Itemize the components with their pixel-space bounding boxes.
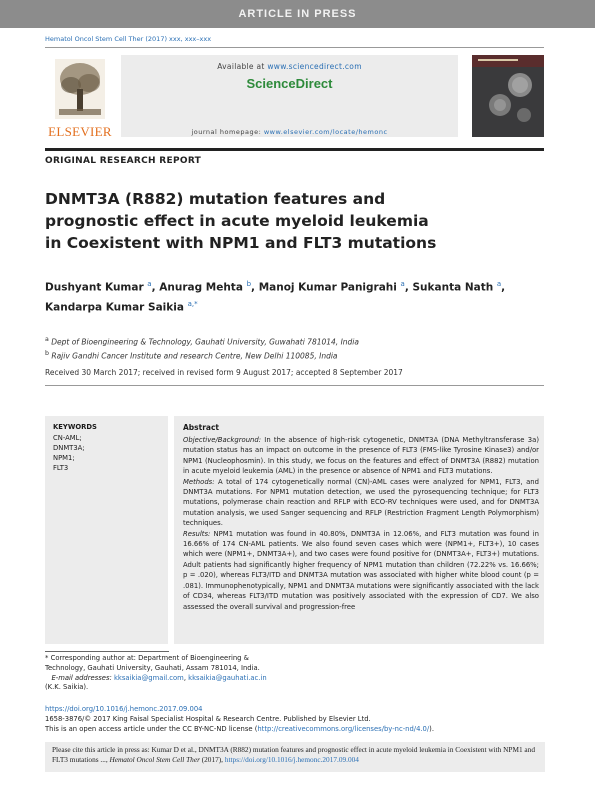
abstract-background-text: In the absence of high-risk cytogenetic, DNMT3A (DNA Methyltransferase 3a) mutation status has an impact on outcome in the presence of FLT3 (FMS-like Tyrosine Kinase3) and/or NPM1 (Nucleophosmin). In this study, we focus on the features and effect of DNMT3A (R882) mutation in acute myeloid leukemia (AML) in the presence or absence of NPM1 and FLT3 mutations. bbox=[183, 436, 539, 476]
journal-reference-link[interactable]: Hematol Oncol Stem Cell Ther (2017) xxx, xxx–xxx bbox=[45, 35, 212, 43]
doi-link[interactable]: https://doi.org/10.1016/j.hemonc.2017.09.004 bbox=[45, 705, 203, 713]
affiliation-list bbox=[45, 334, 545, 361]
cite-prefix: Please cite this article in press as: Kumar D et al., DNMT3A (R882) mutation features and prognostic effect in acute myeloid leukemia in Coexistent with NPM1 and FLT3 mutations ..., bbox=[52, 745, 535, 764]
corresponding-line bbox=[45, 654, 285, 674]
corresponding-author-note bbox=[45, 654, 285, 693]
journal-homepage-line bbox=[121, 128, 458, 136]
abstract-results-text: NPM1 mutation was found in 40.80%, DNMT3A in 12.06%, and FLT3 mutation was found in 16.66% of 174 CN-AML patients. We also found seven cases which were (NPM1+, FLT3+), 10 cases which were (NPM1+, DNMT3A+), and two cases were found positive for (DNMT3A+, FLT3+) mutations. Adult patients had significantly higher frequency of NPM1 mutation than children (72.22% vs. 16.66%; p = .020), whereas FLT3/ITD and DNMT3A mutation was associated with higher white blood count (p = .081). Immunophenotypically, NPM1 and DNMT3A mutations were significantly associated with the lack of CD34, whereas FLT3/ITD mutation was positively associated with the expression of CD7. We also assessed the overall survival and progression-free bbox=[183, 529, 539, 611]
author-name[interactable]: Dushyant Kumar bbox=[45, 281, 144, 294]
journal-homepage-link[interactable]: www.elsevier.com/locate/hemonc bbox=[263, 128, 388, 136]
article-title bbox=[45, 188, 545, 254]
author-list bbox=[45, 276, 545, 315]
affiliation-text: Rajiv Gandhi Cancer Institute and research Centre, New Delhi 110085, India bbox=[51, 351, 338, 360]
sciencedirect-logo: ScienceDirect bbox=[246, 76, 333, 91]
author-separator: , bbox=[501, 281, 506, 294]
article-in-press-label: ARTICLE IN PRESS bbox=[238, 8, 357, 20]
cite-doi-link[interactable]: https://doi.org/10.1016/j.hemonc.2017.09.004 bbox=[224, 755, 359, 764]
affiliation-letter: b bbox=[45, 349, 49, 357]
footnote-rule bbox=[45, 651, 169, 652]
keyword-list bbox=[53, 433, 85, 473]
cite-journal: Hematol Oncol Stem Cell Ther bbox=[109, 755, 200, 764]
affiliation-mark[interactable]: a,* bbox=[187, 299, 198, 308]
affiliation-item bbox=[45, 348, 545, 362]
email-separator: , bbox=[183, 673, 186, 682]
title-line: prognostic effect in acute myeloid leukemia bbox=[45, 212, 429, 230]
author-name[interactable]: Anurag Mehta bbox=[159, 281, 243, 294]
affiliation-mark[interactable]: a bbox=[496, 280, 502, 288]
author-separator: , bbox=[404, 281, 413, 294]
keyword-item: NPM1; bbox=[53, 454, 75, 462]
affiliation-letter: a bbox=[45, 336, 49, 343]
affiliation-text: Dept of Bioengineering & Technology, Gauhati University, Guwahati 781014, India bbox=[51, 337, 359, 347]
oa-suffix: ). bbox=[429, 724, 434, 733]
section-rule bbox=[45, 385, 544, 386]
author-separator: , bbox=[151, 281, 160, 294]
sciencedirect-url-link[interactable]: www.sciencedirect.com bbox=[267, 62, 362, 71]
oa-prefix: This is an open access article under the CC BY-NC-ND license ( bbox=[45, 724, 258, 733]
license-link[interactable]: http://creativecommons.org/licenses/by-nc-nd/4.0/ bbox=[257, 724, 430, 733]
homepage-prefix: journal homepage: bbox=[191, 128, 262, 136]
thick-rule bbox=[45, 148, 544, 151]
title-line: DNMT3A (R882) mutation features and bbox=[45, 190, 386, 208]
abstract-body bbox=[183, 435, 539, 612]
abstract-heading: Abstract bbox=[183, 423, 220, 432]
affiliation-mark[interactable]: a bbox=[147, 280, 152, 288]
affiliation-item bbox=[45, 334, 545, 348]
affiliation-mark[interactable]: b bbox=[246, 280, 252, 288]
journal-cover-image bbox=[472, 55, 544, 137]
elsevier-wordmark: ELSEVIER bbox=[48, 124, 112, 139]
abstract-background-label: Objective/Background: bbox=[183, 436, 262, 444]
article-history: Received 30 March 2017; received in revised form 9 August 2017; accepted 8 September 2017 bbox=[45, 368, 403, 377]
corresponding-name: (K.K. Saikia). bbox=[45, 683, 89, 692]
citation-text bbox=[52, 745, 540, 765]
email-link-1[interactable]: kksaikia@gmail.com bbox=[114, 673, 184, 682]
footnote-star: * bbox=[45, 654, 49, 662]
author-name[interactable]: Kandarpa Kumar Saikia bbox=[45, 301, 184, 313]
doi-license-block bbox=[45, 705, 545, 734]
keyword-item: DNMT3A; bbox=[53, 444, 85, 452]
email-label: E-mail addresses: bbox=[51, 673, 112, 682]
open-access-line bbox=[45, 725, 545, 735]
keyword-item: CN-AML; bbox=[53, 434, 82, 442]
keyword-item: FLT3 bbox=[53, 464, 69, 472]
email-line bbox=[45, 674, 285, 684]
author-name[interactable]: Sukanta Nath bbox=[412, 281, 494, 294]
author-name[interactable]: Manoj Kumar Panigrahi bbox=[258, 281, 397, 294]
available-prefix: Available at bbox=[217, 62, 265, 71]
affiliation-mark[interactable]: a bbox=[400, 280, 405, 288]
abstract-methods-label: Methods: bbox=[183, 477, 215, 486]
corresponding-text: Corresponding author at: Department of Bioengineering & Technology, Gauhati University, Gauhati, Assam 781014, India. bbox=[45, 654, 260, 672]
copyright-line: 1658-3876/© 2017 King Faisal Specialist Hospital & Research Centre. Published by Elsevier Ltd. bbox=[45, 714, 371, 723]
header-rule bbox=[45, 47, 544, 48]
email-link-2[interactable]: kksaikia@gauhati.ac.in bbox=[188, 673, 267, 682]
abstract-methods-text: A total of 174 cytogenetically normal (CN)-AML cases were analyzed for NPM1, FLT3, and DNMT3A mutations. For NPM1 mutation detection, we used the pyrosequencing technique; for FLT3 mutations, polymerase chain reaction and RFLP with ECO-RV techniques were used, and for DNMT3A mutation analysis, we used Sanger sequencing and RFLP (Restriction Fragment Length Polymorphism) techniques. bbox=[183, 477, 539, 528]
abstract-results-label: Results: bbox=[183, 529, 211, 538]
cite-middle: (2017), bbox=[199, 755, 225, 764]
title-line: in Coexistent with NPM1 and FLT3 mutations bbox=[45, 234, 437, 252]
available-at-line bbox=[121, 62, 458, 71]
article-type-label: ORIGINAL RESEARCH REPORT bbox=[45, 156, 202, 166]
author-separator: , bbox=[251, 281, 259, 294]
keywords-heading: KEYWORDS bbox=[53, 423, 97, 431]
